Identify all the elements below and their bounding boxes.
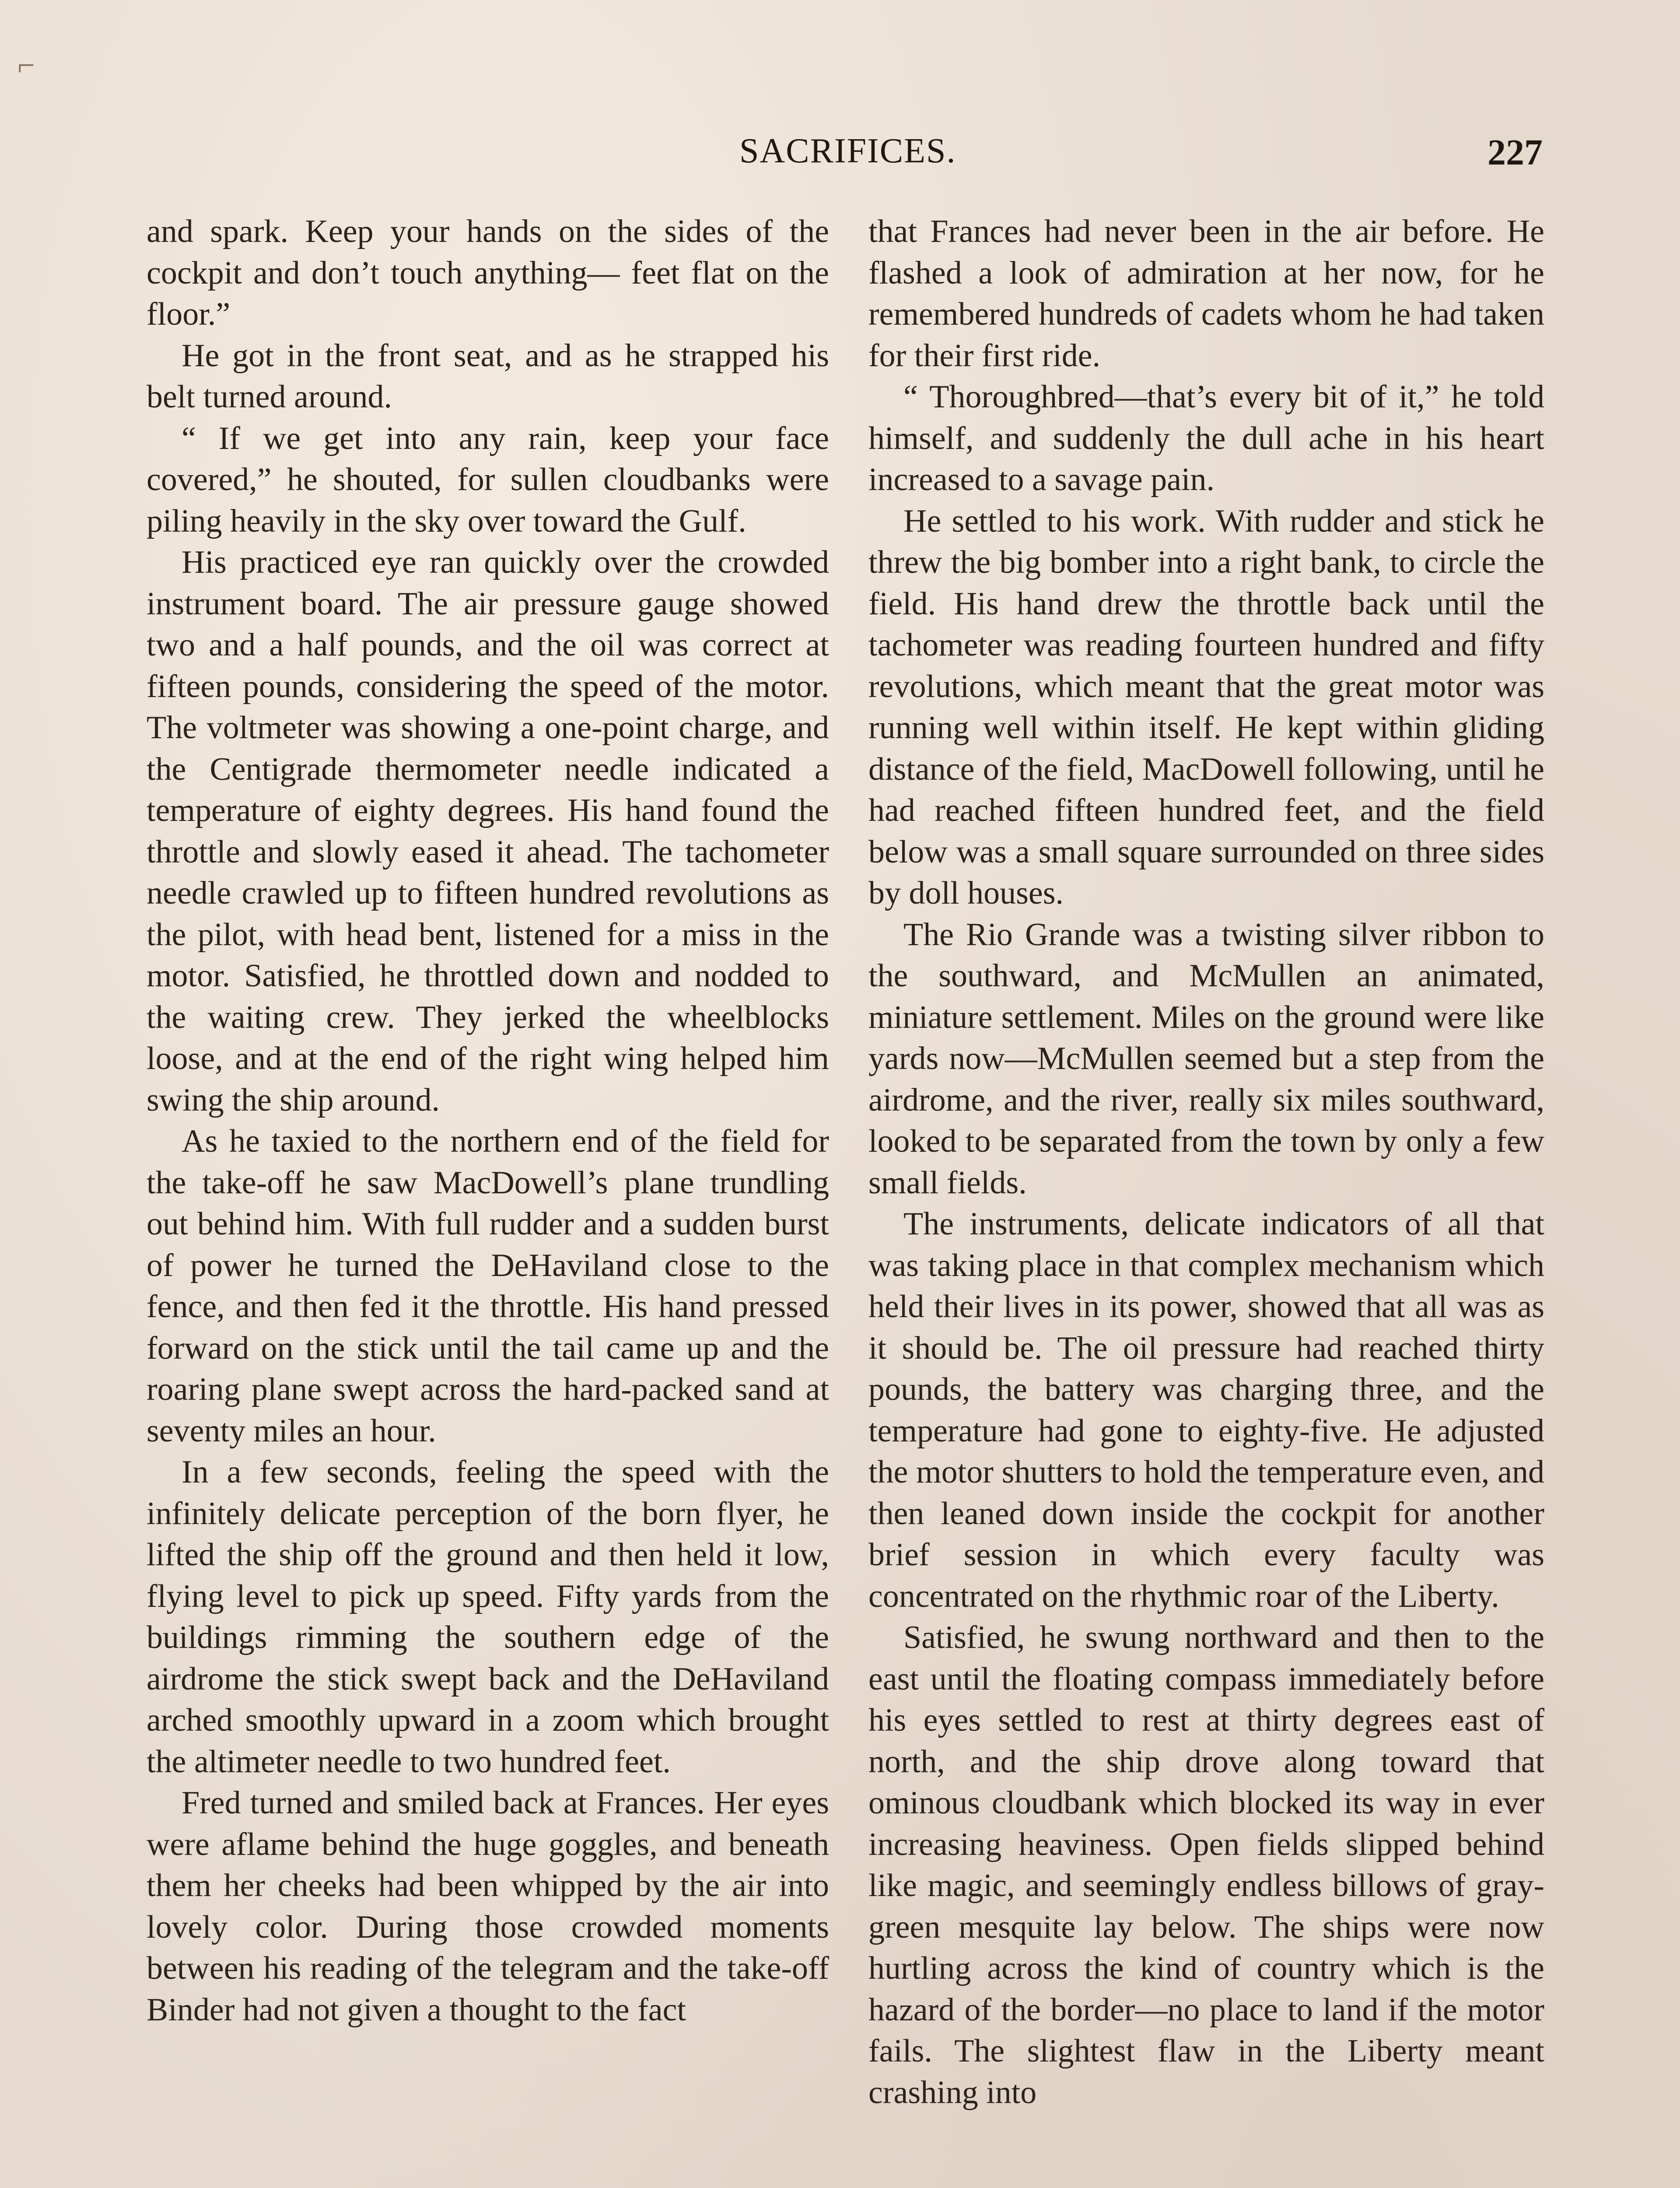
paragraph: “ Thoroughbred—that’s every bit of it,” he told himself, and suddenly the dull ache in his heart increased to a savage pain. (868, 379, 1544, 498)
right-column (868, 211, 1544, 2113)
paragraph: “ If we get into any rain, keep your face covered,” he shouted, for sullen cloudbanks were piling heavily in the sky over toward the Gulf. (147, 420, 829, 539)
paragraph: and spark. Keep your hands on the sides of the cockpit and don’t touch anything— feet flat on the floor.” (147, 214, 829, 332)
running-head (0, 131, 1680, 184)
paragraph: He got in the front seat, and as he strapped his belt turned around. (147, 337, 829, 415)
paragraph: The instruments, delicate indicators of all that was taking place in that complex mechanism which held their lives in its power, showed that all was as it should be. The oil pressure had reached thirty pounds, the battery was charging three, and the temperature had gone to eighty-five. He adjusted the motor shutters to hold the temperature even, and then leaned down inside the cockpit for another brief session in which every faculty was concentrated on the rhythmic roar of the Liberty. (868, 1206, 1544, 1614)
left-column (147, 211, 829, 2030)
paragraph: The Rio Grande was a twisting silver ribbon to the southward, and McMullen an animated, miniature settlement. Miles on the ground were like yards now—McMullen seemed but a step from the airdrome, and the river, really six miles southward, looked to be separated from the town by only a few small fields. (868, 916, 1544, 1201)
page-number: 227 (1488, 132, 1543, 173)
corner-mark: ⌐ (18, 49, 35, 82)
paragraph: Fred turned and smiled back at Frances. Her eyes were aflame behind the huge goggles, and beneath them her cheeks had been whipped by the air into lovely color. During those crowded moments between his reading of the telegram and the take-off Binder had not given a thought to the fact (147, 1785, 829, 2028)
running-title: SACRIFICES. (739, 132, 956, 170)
paragraph: Satisfied, he swung northward and then to the east until the floating compass immediately before his eyes settled to rest at thirty degrees east of north, and the ship drove along toward that ominous cloudbank which blocked its way in ever increasing heaviness. Open fields slipped behind like magic, and seemingly endless billows of gray-green mesquite lay below. The ships were now hurtling across the kind of country which is the hazard of the border—no place to land if the motor fails. The slightest flaw in the Liberty meant crashing into (868, 1620, 1544, 2111)
paragraph: His practiced eye ran quickly over the crowded instrument board. The air pressure gauge showed two and a half pounds, and the oil was correct at fifteen pounds, considering the speed of the motor. The voltmeter was showing a one-point charge, and the Centigrade thermometer needle indicated a temperature of eighty degrees. His hand found the throttle and slowly eased it ahead. The tachometer needle crawled up to fifteen hundred revolutions as the pilot, with head bent, listened for a miss in the motor. Satisfied, he throttled down and nodded to the waiting crew. They jerked the wheelblocks loose, and at the end of the right wing helped him swing the ship around. (147, 544, 829, 1118)
paragraph: He settled to his work. With rudder and stick he threw the big bomber into a right bank, to circle the field. His hand drew the throttle back until the tachometer was reading fourteen hundred and fifty revolutions, which meant that the great motor was running well within itself. He kept within gliding distance of the field, MacDowell following, until he had reached fifteen hundred feet, and the field below was a small square surrounded on three sides by doll houses. (868, 503, 1544, 911)
paragraph: As he taxied to the northern end of the field for the take-off he saw MacDowell’s plane trundling out behind him. With full rudder and a sudden burst of power he turned the DeHaviland close to the fence, and then fed it the throttle. His hand pressed forward on the stick until the tail came up and the roaring plane swept across the hard-packed sand at seventy miles an hour. (147, 1123, 829, 1449)
paragraph: In a few seconds, feeling the speed with the infinitely delicate perception of the born flyer, he lifted the ship off the ground and then held it low, flying level to pick up speed. Fifty yards from the buildings rimming the southern edge of the airdrome the stick swept back and the DeHaviland arched smoothly upward in a zoom which brought the altimeter needle to two hundred feet. (147, 1454, 829, 1780)
paragraph: that Frances had never been in the air before. He flashed a look of admiration at her now, for he remembered hundreds of cadets whom he had taken for their first ride. (868, 214, 1544, 374)
